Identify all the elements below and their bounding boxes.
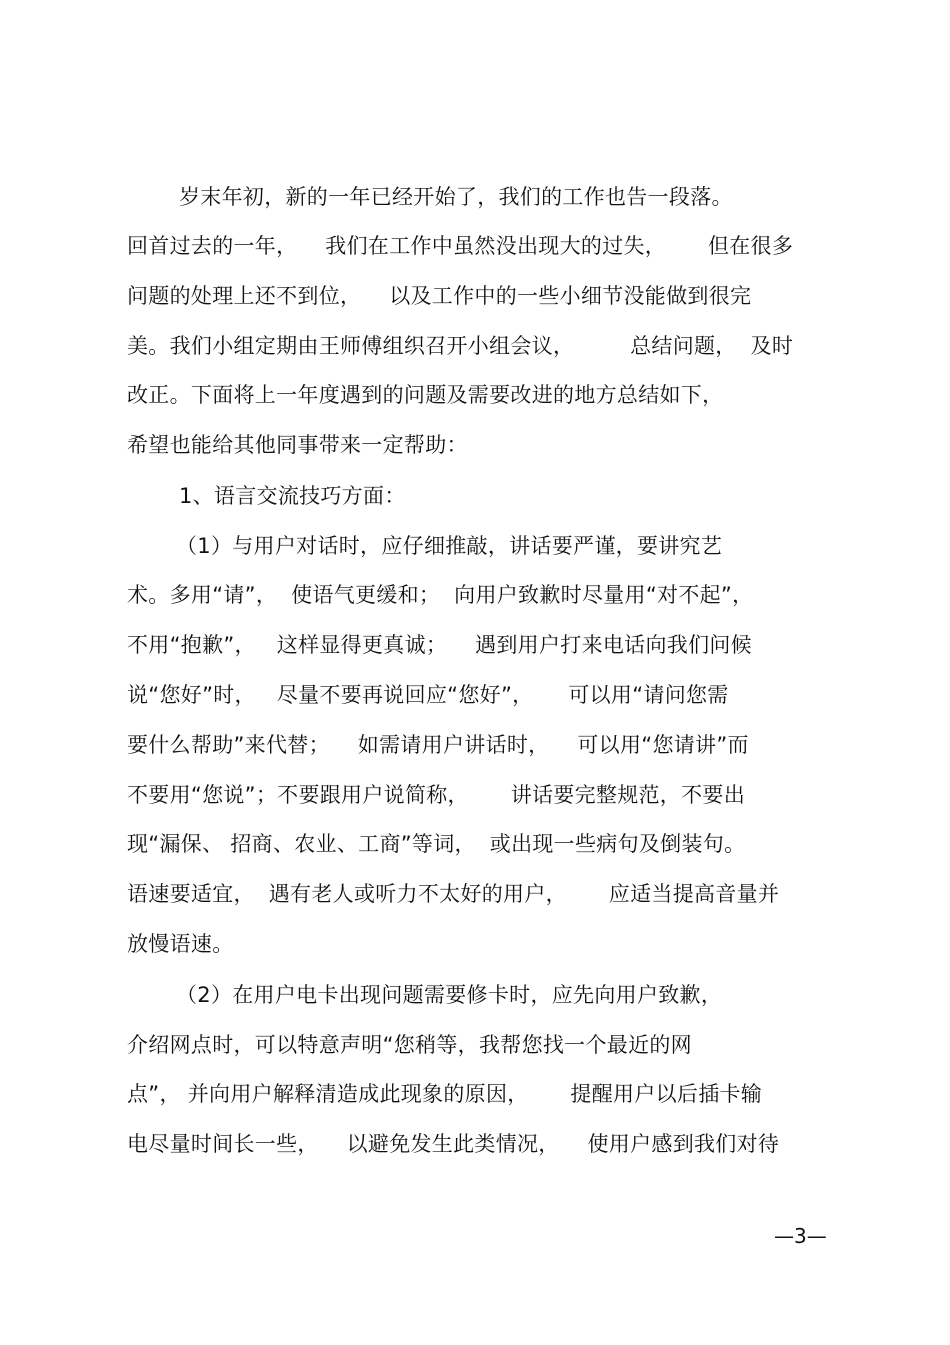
paragraph-line-2: 回首过去的一年， 我们在工作中虽然没出现大的过失， 但在很多	[127, 234, 794, 258]
paragraph-line-10: 不用“抱歉”， 这样显得更真诚； 遇到用户打来电话向我们问候	[127, 633, 752, 657]
section-heading-language-skills: 1、语言交流技巧方面：	[179, 484, 406, 508]
paragraph-line-15: 语速要适宜， 遇有老人或听力不太好的用户， 应适当提高音量并	[127, 882, 780, 906]
paragraph-line-9: 术。多用“请”， 使语气更缓和； 向用户致歉时尽量用“对不起”，	[127, 583, 754, 607]
paragraph-line-12: 要什么帮助”来代替； 如需请用户讲话时， 可以用“您请讲”而	[127, 733, 749, 757]
paragraph-line-11: 说“您好”时， 尽量不要再说回应“您好”， 可以用“请问您需	[127, 683, 729, 707]
paragraph-line-8: （1）与用户对话时，应仔细推敲，讲话要严谨，要讲究艺	[176, 534, 723, 558]
paragraph-line-18: 介绍网点时，可以特意声明“您稍等，我帮您找一个最近的网	[127, 1033, 692, 1057]
paragraph-line-6: 希望也能给其他同事带来一定帮助：	[127, 433, 468, 457]
paragraph-line-17: （2）在用户电卡出现问题需要修卡时，应先向用户致歉，	[176, 983, 723, 1007]
paragraph-line-19: 点”， 并向用户解释清造成此现象的原因， 提醒用户以后插卡输	[127, 1082, 763, 1106]
paragraph-line-3: 问题的处理上还不到位， 以及工作中的一些小细节没能做到很完	[127, 284, 752, 308]
paragraph-line-20: 电尽量时间长一些， 以避免发生此类情况， 使用户感到我们对待	[127, 1132, 780, 1156]
paragraph-line-13: 不要用“您说”；不要跟用户说简称， 讲话要完整规范，不要出	[127, 783, 746, 807]
paragraph-line-1: 岁末年初，新的一年已经开始了，我们的工作也告一段落。	[179, 185, 733, 209]
page-number: —3—	[774, 1224, 827, 1248]
paragraph-line-14: 现“漏保、 招商、农业、工商”等词， 或出现一些病句及倒装句。	[127, 832, 746, 856]
paragraph-line-5: 改正。下面将上一年度遇到的问题及需要改进的地方总结如下，	[127, 383, 724, 407]
paragraph-line-16: 放慢语速。	[127, 932, 234, 956]
paragraph-line-4: 美。我们小组定期由王师傅组织召开小组会议， 总结问题， 及时	[127, 334, 794, 358]
